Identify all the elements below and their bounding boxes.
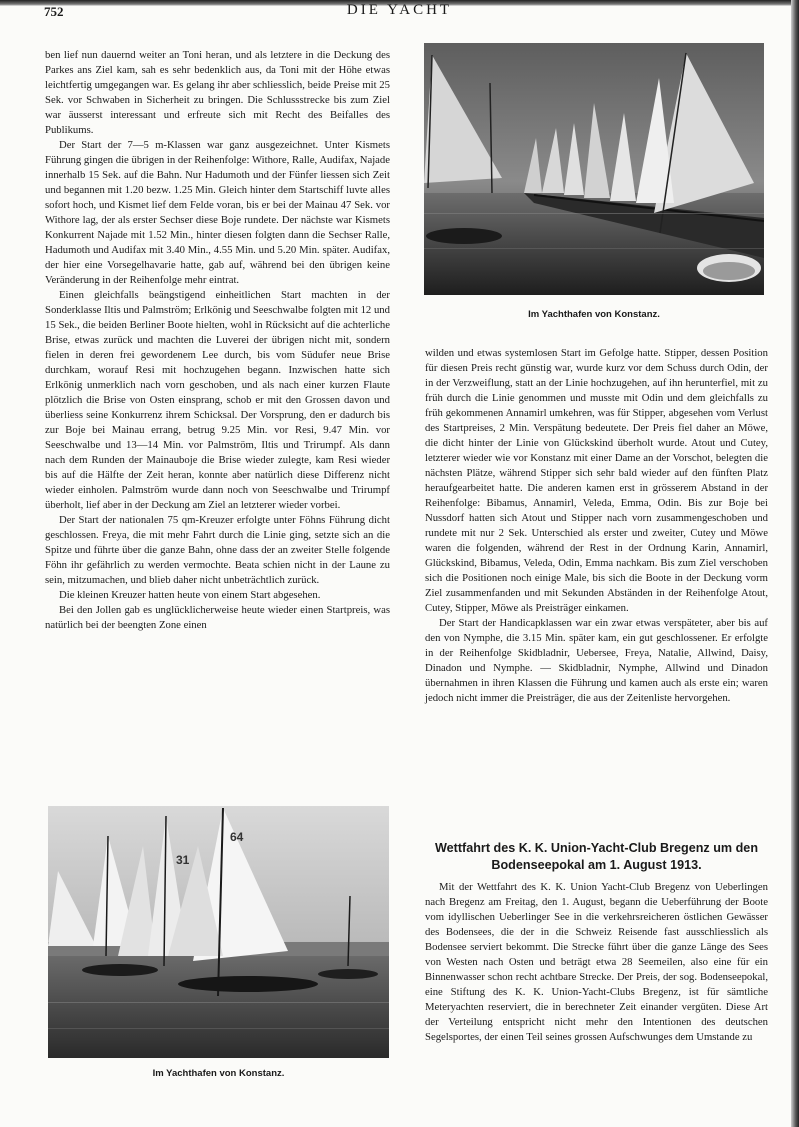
paragraph: Mit der Wettfahrt des K. K. Union Yacht-Club Bregenz von Ueberlingen nach Bregenz am Freitag, den 1. August, begann die Ueberführung der Boote vom idyllischen Ueberlinger See in die verkehrsreicheren östlichen Gewässer des Bodensees, die der in die Schweiz Reisende fast ausschliesslich als Bodensee serviert bekommt. Die Strecke führt über die ganze Länge des Sees von Westen nach Osten und beträgt etwa 28 Seemeilen, also eine für ein Binnenwasser schon recht achtbare Strecke. Der Preis, der sog. Bodenseepokal, eine Stiftung des K. K. Union-Yacht-Clubs Bregenz, ist für sämtliche Meteryachten reserviert, die in berechneter Zeit einander vergüten. Diese Art der Verteilung entspricht nicht mehr den Intentionen des deutschen Segelsportes, der einen Teil seines grossen Aufschwunges dem Umstande zu <box>425 881 768 1043</box>
paragraph: wilden und etwas systemlosen Start im Gefolge hatte. Stipper, dessen Position für diesen Preis recht günstig war, wurde kurz vor dem Schuss durch Odin, der in der Verzweiflung, statt an der Linie hochzugehen, auf ihn herunterfiel, mit zu früh durch die Linie genommen und musste mit Odin und dem gleichfalls zu früh gekommenen Annamirl umkehren, was für Stipper, abgesehen vom Verlust des Startpreises, 2 Min. Verspätung bedeutete. Der Preis fiel daher an Möwe, die dicht hinter der Linie von Glückskind überholt wurde. Atout und Cutey, letzterer wieder wie vor Konstanz mit einer Dame an der Vorschot, belegten die nächsten Plätze, während Stipper sich sehr bald wieder auf den fünften Platz heraufgearbeitet hatte. Die anderen kamen erst in grösserem Abstand in der Reihenfolge: Bibamus, Annamirl, Veleda, Emma, Odin. Bis zur Boje bei Nussdorf hatten sich Atout und Stipper nach vorn zusammengeschoben und rundete mit nur 2 Sek. Unterschied als erster und zweiter, Cutey und Möwe waren die folgenden, während der Rest in der Ordnung Karin, Annamirl, Glückskind, Bibamus, Veleda, Odin, Emma nachkam. Bis zum Ziel verschoben sich die Positionen noch einige Male, bis sich die Boote in der Deckung vorm Ziel zusammenfanden und mit Sekunden Abständen in der Reihenfolge Atout, Cutey, Stipper, Möwe als Preisträger einkamen. <box>425 347 768 614</box>
photo-caption-bottom: Im Yachthafen von Konstanz. <box>152 1068 285 1079</box>
section-body <box>425 880 768 1045</box>
sail-number: 64 <box>230 830 244 844</box>
sail-number: 31 <box>176 853 190 867</box>
paragraph: ben lief nun dauernd weiter an Toni heran, und als letztere in die Deckung des Parkes ans Ziel kam, sah es sehr bedenklich aus, da Toni mit der Höhe etwas leichtfertig umgegangen war. Es gelang ihr aber schliesslich, beide Preise mit 25 Sek. vor Schwaben in Sicherheit zu bringen. Die Schlussstrecke bis zum Ziel war äusserst interessant und erfreute sich mit Recht des Beifalles des Publikums. <box>45 49 390 136</box>
running-title: DIE YACHT <box>346 2 453 18</box>
article-left-column <box>45 48 390 633</box>
paragraph: Der Start der nationalen 75 qm-Kreuzer erfolgte unter Föhns Führung dicht geschlossen. Freya, die mit mehr Fahrt durch die Linie ging, setzte sich an die Spitze und führte über die ganze Bahn, ohne dass der an zweiter Stelle folgende Föhn ihr gefährlich zu werden vermochte. Beata schien nicht in der Laune zu sein, mitzumachen, und blieb daher nicht unbeträchtlich zurück. <box>45 514 390 586</box>
paragraph: Der Start der Handicapklassen war ein zwar etwas verspäteter, aber bis auf den von Nymphe, die 3.15 Min. später kam, ein gut geschlossener. Er erfolgte in der Reihenfolge Skidbladnir, Uebersee, Freya, Natalie, Allwind, Daisy, Dinadon und Nymphe. — Skidbladnir, Nymphe, Allwind und Dinadon übernahmen in ihren Klassen die Führung und kamen auch als erste ein; waren jedoch nicht immer die Preisträger, die aus der Zeitenliste hervorgehen. <box>425 617 768 704</box>
harbour-photo-bottom-image <box>48 806 389 1058</box>
article-right-column <box>425 346 768 706</box>
paragraph: Einen gleichfalls beängstigend einheitlichen Start machten in der Sonderklasse Iltis und Palmström; Erlkönig und Seeschwalbe folgten mit 12 und 15 Sek., die beiden Berliner Boote hielten, wohl in Rücksicht auf die achterliche Brise, etwas zurück und machten die Luverei der übrigen nicht mit, sondern fielen in deren frei gewordenem Lee durch, bis vom Südufer neue Brise durchkam, worauf Resi mit hochzugehen begann. Inzwischen hatte sich Erlkönig unmerklich nach vorn geschoben, und als nach einer kurzen Flaute plötzlich die Brise von Osten einsprang, schob er mit den Grossen davon und überliess seine Konkurrenz ihrem Schicksal. Der Vorsprung, den er dadurch bis zur Boje bei Mainau errang, betrug 9.25 Min. vor Resi, 9.47 Min. vor Seeschwalbe und 13—14 Min. vor Palmström, Iltis und Trirumpf. Als dann nach dem Runden der Mainauboje die Brise wieder zulegte, kam Resi wieder bis auf die Hälfte der Zeit heran, konnte aber natürlich diese Differenz nicht wieder einholen. Palmström wurde dann noch von Seeschwalbe und Trirumpf überholt, lief aber in der Deckung am Ziel an letzterer wieder vorbei. <box>45 289 390 511</box>
section-title-line: Bodenseepokal am 1. August 1913. <box>491 858 702 872</box>
paragraph: Bei den Jollen gab es unglücklicherweise heute wieder einen Startpreis, was natürlich bei der beengten Zone einen <box>45 604 390 631</box>
harbour-photo-top-image <box>424 43 764 295</box>
section-title-line: Wettfahrt des K. K. Union-Yacht-Club Bregenz um den <box>434 841 759 855</box>
paragraph: Der Start der 7—5 m-Klassen war ganz ausgezeichnet. Unter Kismets Führung gingen die übrigen in der Reihenfolge: Withore, Ralle, Audifax, Najade innerhalb 15 Sek. auf die Bahn. Nur Hadumoth und der Fünfer liessen sich Zeit und begannen mit 1.20 bezw. 1.25 Min. Gleich hinter dem Startschiff luvte alles sofort hoch, und Kismet lief dem Felde voran, bis er bei der Mainau 47 Sek. vor Withore lag, der als erster Sechser diese Boje rundete. Der nächste war Kismets Konkurrent Najade mit 1.52 Min., hinter diesen folgten dann die Sechser Ralle, Hadumoth und Audifax mit 3.40 Min., 4.55 Min. und 5.20 Min. später. Audifax, der hier eine Vorsegelhavarie hatte, gab auf, während bei den übrigen keine Veränderung in der Reihenfolge mehr eintrat. <box>45 139 390 286</box>
photo-caption-top: Im Yachthafen von Konstanz. <box>528 309 660 320</box>
page-number: 752 <box>44 4 64 19</box>
harbour-photo-bottom <box>48 806 389 1058</box>
harbour-photo-top <box>424 43 764 295</box>
scan-edge-right <box>791 0 799 1127</box>
paragraph: Die kleinen Kreuzer hatten heute von einem Start abgesehen. <box>59 589 321 601</box>
section-title <box>425 840 768 874</box>
